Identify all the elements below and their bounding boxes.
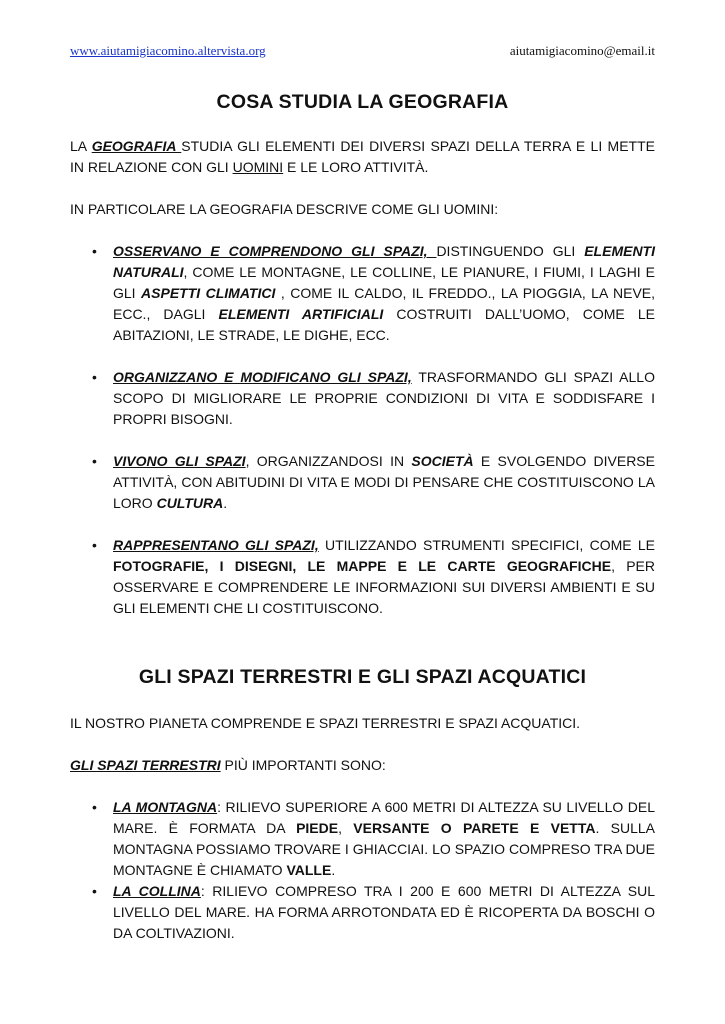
list-item-collina xyxy=(70,881,655,944)
item-text: . xyxy=(223,495,228,511)
intro-text: LA xyxy=(70,138,92,154)
section-title-geografia: COSA STUDIA LA GEOGRAFIA xyxy=(216,91,509,113)
item-text: , PER OSSERVARE E COMPRENDERE LE INFORMAZIONI SUI DIVERSI AMBIENTI E SU GLI ELEMENTI CHE LI COSTITUISCONO. xyxy=(113,558,655,616)
item-heading: LA MONTAGNA xyxy=(113,799,218,815)
item-text: : RILIEVO COMPRESO TRA I 200 E 600 METRI DI ALTEZZA SUL LIVELLO DEL MARE. HA FORMA ARROTONDATA ED È RICOPERTA DA BOSCHI O DA COLTIVAZIONI. xyxy=(113,883,656,941)
bullet: • xyxy=(92,243,97,259)
item-emphasis: VERSANTE O PARETE E VETTA xyxy=(353,820,596,836)
item-heading: OSSERVANO E COMPRENDONO GLI SPAZI, xyxy=(113,243,437,259)
intro-text: STUDIA GLI ELEMENTI DEI DIVERSI SPAZI DELLA TERRA E LI METTE IN RELAZIONE CON GLI xyxy=(70,138,655,175)
lead-paragraph: IN PARTICOLARE LA GEOGRAFIA DESCRIVE COME GLI UOMINI: xyxy=(70,201,499,217)
document-body xyxy=(70,88,655,944)
item-text: TRASFORMANDO GLI SPAZI ALLO SCOPO DI MIGLIORARE LE PROPRIE CONDIZIONI DI VITA E SODDISFARE I PROPRI BISOGNI. xyxy=(113,369,655,427)
bullet: • xyxy=(92,537,97,553)
item-emphasis: PIEDE xyxy=(296,820,339,836)
email-address: aiutamigiacomino@email.it xyxy=(509,43,655,58)
list-item-montagna xyxy=(70,797,655,881)
intro-paragraph xyxy=(70,136,655,178)
list-item-organizzano xyxy=(70,367,655,430)
item-heading: LA COLLINA xyxy=(113,883,201,899)
item-text: UTILIZZANDO STRUMENTI SPECIFICI, COME LE xyxy=(318,537,655,553)
item-text: DISTINGUENDO GLI xyxy=(436,243,585,259)
page-header xyxy=(70,43,655,61)
activities-list xyxy=(70,241,655,619)
item-text: . SULLA MONTAGNA POSSIAMO TROVARE I GHIACCIAI. LO SPAZIO COMPRESO TRA DUE MONTAGNE È CHIAMATO xyxy=(113,820,655,878)
item-heading: VIVONO GLI SPAZI xyxy=(113,453,246,469)
item-text: , xyxy=(338,820,354,836)
item-emphasis: VALLE xyxy=(286,862,332,878)
list-item-osservano xyxy=(70,241,655,346)
item-emphasis: ELEMENTI ARTIFICIALI xyxy=(218,306,384,322)
item-text: E SVOLGENDO DIVERSE ATTIVITÀ, CON ABITUDINI DI VITA E MODI DI PENSARE CHE COSTITUISCONO LA LORO xyxy=(113,453,655,511)
item-text: COSTRUITI DALL’UOMO, COME LE ABITAZIONI, LE STRADE, LE DIGHE, ECC. xyxy=(113,306,655,343)
item-heading: RAPPRESENTANO GLI SPAZI, xyxy=(113,537,319,553)
item-text: , COME LE MONTAGNE, LE COLLINE, LE PIANURE, I FIUMI, I LAGHI E GLI xyxy=(113,264,655,301)
section-title-spazi: GLI SPAZI TERRESTRI E GLI SPAZI ACQUATICI xyxy=(138,666,587,688)
bullet: • xyxy=(92,883,97,899)
item-text: , COME IL CALDO, IL FREDDO., LA PIOGGIA, LA NEVE, ECC., DAGLI xyxy=(113,285,656,322)
lead-text: PIÙ IMPORTANTI SONO: xyxy=(220,757,386,773)
terrestri-list xyxy=(70,797,655,944)
keyword-uomini: UOMINI xyxy=(232,159,284,175)
keyword-geografia: GEOGRAFIA xyxy=(91,138,182,154)
item-emphasis: ASPETTI CLIMATICI xyxy=(141,285,276,301)
item-text: : RILIEVO SUPERIORE A 600 METRI DI ALTEZZA SU LIVELLO DEL MARE. È FORMATA DA xyxy=(113,799,656,836)
keyword-spazi-terrestri: GLI SPAZI TERRESTRI xyxy=(70,757,221,773)
bullet: • xyxy=(92,799,97,815)
item-emphasis: CULTURA xyxy=(156,495,224,511)
item-text: , ORGANIZZANDOSI IN xyxy=(245,453,412,469)
item-emphasis: ELEMENTI NATURALI xyxy=(113,243,655,280)
bullet: • xyxy=(92,369,97,385)
item-emphasis: FOTOGRAFIE, I DISEGNI, LE MAPPE E LE CARTE GEOGRAFICHE xyxy=(113,558,612,574)
list-item-vivono xyxy=(70,451,655,514)
terrestri-lead xyxy=(70,755,655,776)
list-item-rappresentano xyxy=(70,535,655,619)
item-heading: ORGANIZZANO E MODIFICANO GLI SPAZI, xyxy=(113,369,412,385)
planet-paragraph: IL NOSTRO PIANETA COMPRENDE E SPAZI TERRESTRI E SPAZI ACQUATICI. xyxy=(70,715,581,731)
bullet: • xyxy=(92,453,97,469)
item-text: . xyxy=(331,862,336,878)
website-link[interactable]: www.aiutamigiacomino.altervista.org xyxy=(70,43,266,58)
intro-text: E LE LORO ATTIVITÀ. xyxy=(283,159,429,175)
item-emphasis: SOCIETÀ xyxy=(411,453,474,469)
